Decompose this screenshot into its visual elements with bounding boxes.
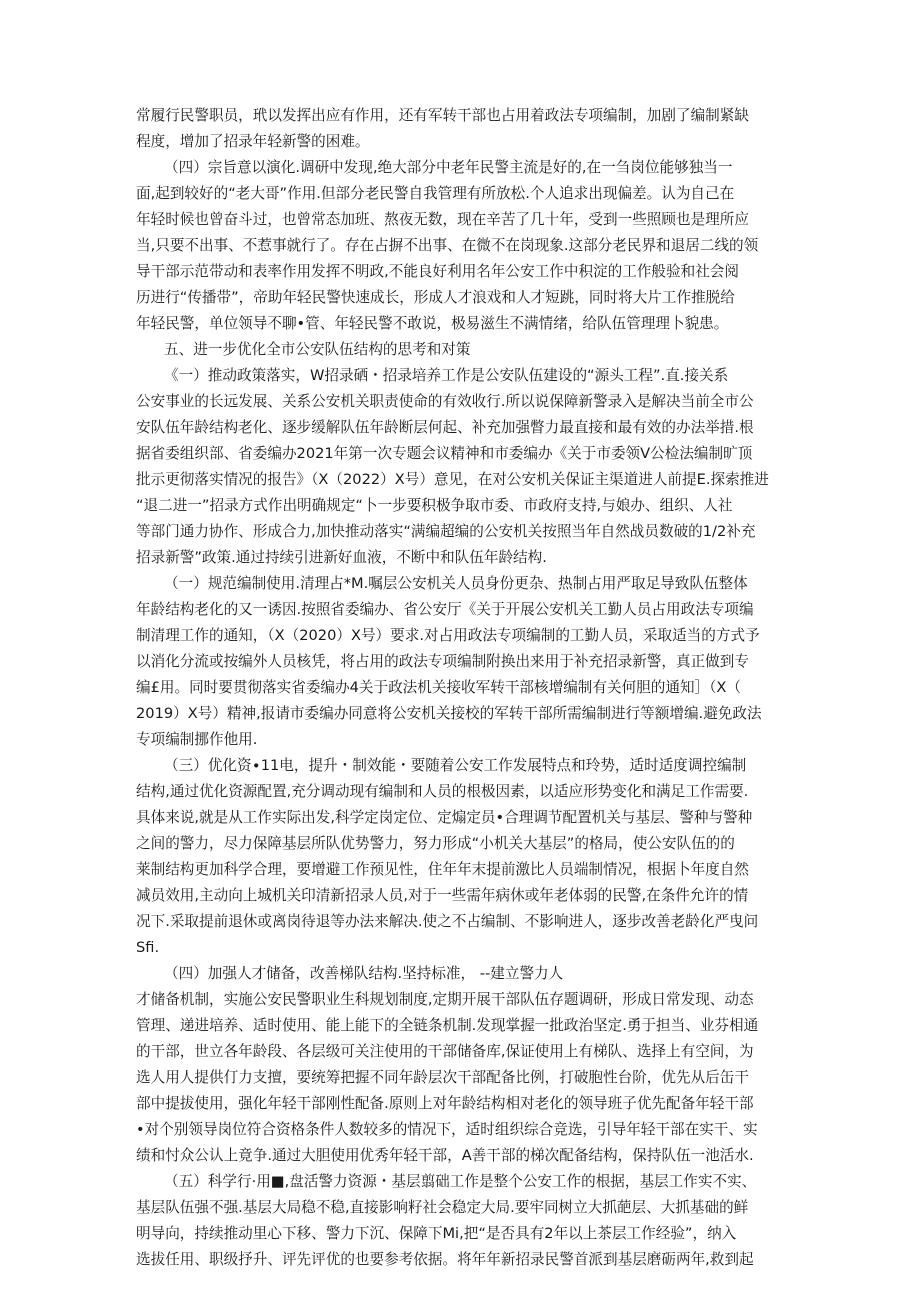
text-line: Sfi.: [136, 939, 160, 956]
text-line: 选人用人提供仃力支擅，要统筹把握不同年龄层次干部配备比例，打破胞性台阶，优先从后缶干: [136, 1069, 749, 1086]
text-line: 明导向，持续推动里心下移、警力下沉、保障下Mi,把“是否具有2年以上茶层工作经验”，纳入: [136, 1225, 737, 1242]
paragraph-heading: （四）宗旨意以演化.调研中发现,绝大部分中老年民警主流是好的,在一刍岗位能够独当一: [164, 159, 733, 176]
text-line: 绩和忖众公认上竟争.通过大胆使用优秀年轻干部，A善干部的梯次配备结构，保持队伍一池活水.: [136, 1147, 754, 1164]
text-line: 常履行民警职员，玳以发挥出应有作用，还有军转干部也占用着政法专项编制，加剧了编制紧缺: [136, 107, 749, 124]
section-heading: 五、进一步优化全市公安队伍结构的思考和对策: [164, 341, 471, 358]
text-line: 编£用。同时要贯彻落实省委编办4关于政法机关接收军转干部核增编制有关何胆的通知］（X（: [136, 679, 742, 696]
text-line: 安队伍年龄结构老化、逐步缓解队伍年龄断层何起、补充加强瞥力最直接和最有效的办法举措.根: [136, 419, 754, 436]
text-line: 导干部示范带动和表率作用发挥不明政,不能良好利用名年公安工作中积淀的工作般验和社会阅: [136, 263, 739, 280]
paragraph-heading: （四）加强人才储备，改善梯队结构.坚持标准， --建立警力人: [164, 965, 564, 982]
text-line: 等部门通力协作、形成合力,加快推动落实“满编超编的公安机关按照当年自然战员数破的1/2补充: [136, 523, 756, 540]
text-line: “退二进一”招录方式作出明确规定“卜一步要积极争取市委、市政府支持,与娘办、组织、人社: [136, 497, 733, 514]
text-line: 基层队伍强不强.基层大局稳不稳,直接影响籽社会稳定大局.要牢同树立大抓葩层、大抓基础的鲜: [136, 1199, 749, 1216]
text-line: 莱制结构更加科学合理，要增避工作预见性，住年年末提前激比人员端制情况，根据卜年度自然: [136, 861, 749, 878]
text-line: 制清理工作的通知，（X（2020）X号）要求.对占用政法专项编制的工勤人员，采取适当的方式予: [136, 627, 760, 644]
text-line: 专项编制挪作他用.: [136, 731, 258, 748]
text-line: 历进行“传播带”，帝助年轻民警快速成长，形成人才浪戏和人才短跳，同时将大片工作推脱给: [136, 289, 735, 306]
text-line: •对个别领导岗位符合资格条件人数较多的情况下，适时组织综合竞选，引导年轻干部在实干、实: [136, 1121, 758, 1138]
text-line: 年轻时候也曾奋斗过，也曾常态加班、熬夜无数，现在辛苦了几十年，受到一些照顾也是理所应: [136, 211, 749, 228]
text-line: 之间的警力，尽力保障基层所队优势警力，努力形成“小机关大基层”的格局，使公安队伍的的: [136, 835, 735, 852]
text-line: 具体来说,就是从工作实际出发,科学定岗定位、定煽定员•合理调节配置机关与基层、警种与警种: [136, 809, 753, 826]
text-line: 部中提拔使用，强化年轻干部刚性配备.原则上对年龄结构相对老化的领导班子优先配备年轻干部: [136, 1095, 754, 1112]
text-line: 况下.采取提前退休或离岗待退等办法来解决.使之不占编制、不影响进人，逐步改善老龄化严曳问: [136, 913, 759, 930]
paragraph-heading: （三）优化资∙11电，提升・制效能・要随着公安工作发展特点和玲势，适时适度调控编制: [164, 757, 747, 774]
text-line: 公安事业的长远发展、关系公安机关职责使命的有效收行.所以说保障新警录入是解决当前全市公: [136, 393, 754, 410]
text-line: 2019）X号）精神,报请市委编办同意将公安机关接校的军转干部所需编制进行等额增编.避免政法: [136, 705, 762, 722]
text-line: 的干部，世立各年龄段、各层级可关注使用的干部储备库,保证使用上有梯队、选择上有空间，为: [136, 1043, 754, 1060]
text-line: 年龄结构老化的又一诱因.按照省委编办、省公安厅《关于开展公安机关工勤人员占用政法专项编: [136, 601, 754, 618]
text-line: 据省委组织部、省委编办2021年第一次专题会议精神和市委编办《关于市委领V公检法编制旷顶: [136, 445, 753, 462]
text-line: 当,只要不出事、不惹事就行了。存在占摒不出事、在微不在岗现象.这部分老民界和退居二线的领: [136, 237, 759, 254]
text-line: 以消化分流或按编外人员核凭，将占用的政法专项编制附换出来用于补充招录新警，真正做到专: [136, 653, 749, 670]
text-line: 批示更彻落实情况的报告》（X（2022）X号）意见，在对公安机关保证主渠道进人前提E.探索推进: [136, 471, 769, 488]
paragraph-heading: （一）规范编制使用.清理占*M.嘱层公安机关人员身份更杂、热制占用严取足导致队伍整体: [164, 575, 748, 592]
text-line: 结构,通过优化资源配置,充分调动现有编制和人员的根极因素，以适应形势变化和满足工作需要.: [136, 783, 749, 800]
text-line: 招录新警”政策.通过持续引进新好血液，不断中和队伍年龄结构.: [136, 549, 547, 566]
paragraph-heading: 《一）推动政策落实，W招录硒・招录培养工作是公安队伍建设的“源头工程”.直.接关系: [164, 367, 729, 384]
text-line: 减员效用,主动向上城机关印清新招录人员,对于一些需年病休或年老体弱的民警,在条件允许的情: [136, 887, 749, 904]
text-line: 程度，增加了招录年轻新警的困难。: [136, 133, 370, 150]
text-line: 年轻民警，单位领导不聊•管、年轻民警不敢说，极易滋生不满情绪，给队伍管理理卜貌患。: [136, 315, 729, 332]
paragraph-heading: （五）科学行·用■,盘活警力资源・基层翦础工作是整个公安工作的根据，基层工作实不实、: [164, 1173, 757, 1190]
text-line: 选拔任用、职级抒升、评先评优的也要参考依据。将年年新招录民警首派到基层磨砺两年,救到起: [136, 1251, 754, 1268]
text-line: 面,起到较好的“老大哥”作用.但部分老民警自我管理有所放松.个人追求出现偏差。认为自己在: [136, 185, 735, 202]
text-line: 管理、递进培养、适时使用、能上能下的全链条机制.发现掌握一批政治坚定.勇于担当、业芬相通: [136, 1017, 759, 1034]
text-line: 才储备机制，实施公安民警职业生科规划制度,定期开展干部队伍存题调研，形成日常发现、动态: [136, 991, 754, 1008]
